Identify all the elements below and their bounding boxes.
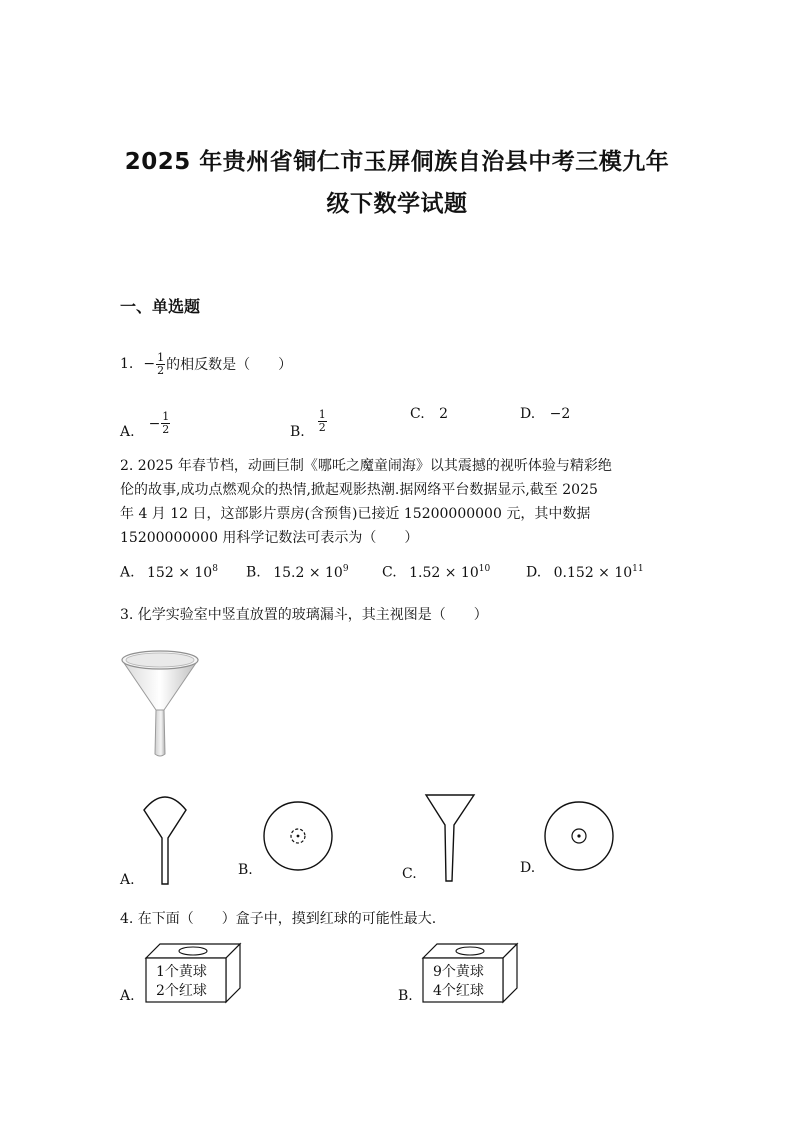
q2-option-a-label: A. [120, 564, 135, 581]
box-a-content [156, 963, 207, 1001]
q2-line-4: 15200000000 用科学记数法可表示为（ ） [120, 530, 419, 546]
q2-option-c-base: 1.52 × 10 [409, 564, 479, 581]
q2-option-d-base: 0.152 × 10 [553, 564, 633, 581]
q1-option-d [520, 406, 570, 422]
q2-option-b-label: B. [246, 564, 261, 581]
q1-option-a-label: A. [120, 424, 135, 440]
q3-option-c-label: C. [402, 866, 417, 882]
q1-number: 1. [120, 356, 134, 372]
q2-option-c [382, 564, 490, 581]
q1-option-a-fraction [161, 411, 170, 436]
q1-option-b-denominator: 2 [318, 421, 326, 434]
concentric-circles-dashed-icon [262, 800, 334, 872]
q1-option-a-sign: − [148, 415, 161, 432]
q1-option-c-value: 2 [439, 406, 449, 422]
q2-line-2: 伦的故事,成功点燃观众的热情,掀起观影热潮.据网络平台数据显示,截至 2025 [120, 482, 598, 498]
q1-option-b [290, 400, 328, 440]
q3-option-b-label: B. [238, 862, 253, 878]
concentric-circles-solid-icon [543, 800, 615, 872]
q2-option-d [526, 564, 644, 581]
q2-option-b [246, 564, 349, 581]
q3-option-d-label: D. [520, 860, 536, 876]
q3-text: 3. 化学实验室中竖直放置的玻璃漏斗，其主视图是（ ） [120, 607, 488, 623]
q1-option-a-denominator: 2 [162, 423, 170, 436]
page-title-line-2: 级下数学试题 [326, 191, 468, 217]
q1-option-d-value: −2 [549, 406, 571, 422]
q1-fraction-denominator: 2 [157, 363, 165, 377]
q2-option-a-exponent: 8 [212, 564, 218, 574]
section-heading: 一、单选题 [120, 297, 201, 316]
q2-option-c-exponent: 10 [478, 564, 491, 574]
q1-option-a-numerator: 1 [162, 410, 170, 423]
q3-option-a-label: A. [120, 872, 135, 888]
funnel-front-view-rounded-icon [140, 790, 190, 886]
q2-option-b-base: 15.2 × 10 [273, 564, 343, 581]
box-a-line-1: 1个黄球 [156, 964, 207, 980]
q1-option-c-label: C. [410, 406, 425, 422]
page-title-line-1: 2025 年贵州省铜仁市玉屏侗族自治县中考三模九年 [124, 149, 670, 175]
q1-option-c [410, 406, 448, 422]
funnel-illustration [118, 648, 202, 760]
q4-box-b-label: B. [398, 988, 413, 1004]
q1-fraction [156, 352, 165, 377]
q1-option-d-label: D. [520, 406, 536, 422]
q1-option-b-fraction [318, 409, 327, 434]
q1-negative-sign: − [143, 356, 156, 372]
q2-option-d-label: D. [526, 564, 542, 581]
box-b-content [433, 963, 484, 1001]
box-b-line-1: 9个黄球 [433, 964, 484, 980]
q2-option-d-exponent: 11 [632, 564, 644, 574]
box-a-line-2: 2个红球 [156, 983, 207, 999]
q2-option-a [120, 564, 218, 581]
q1-fraction-numerator: 1 [157, 350, 165, 364]
q1-option-b-numerator: 1 [318, 408, 326, 421]
q2-option-c-label: C. [382, 564, 397, 581]
question-1 [120, 344, 292, 384]
funnel-front-view-triangle-icon [424, 793, 476, 883]
q4-text: 4. 在下面（ ）盒子中，摸到红球的可能性最大. [120, 911, 437, 927]
q4-box-a-label: A. [120, 988, 135, 1004]
q1-option-b-label: B. [290, 424, 305, 440]
box-b-line-2: 4个红球 [433, 983, 484, 999]
q2-line-3: 年 4 月 12 日，这部影片票房(含预售)已接近 15200000000 元，其中数据 [120, 506, 591, 522]
q2-line-1: 2. 2025 年春节档，动画巨制《哪吒之魔童闹海》以其震撼的视听体验与精彩绝 [120, 458, 612, 474]
q1-text: 的相反数是（ ） [166, 357, 293, 373]
q2-option-b-exponent: 9 [342, 564, 349, 574]
q2-option-a-base: 152 × 10 [147, 564, 213, 581]
q1-option-a [120, 400, 171, 440]
